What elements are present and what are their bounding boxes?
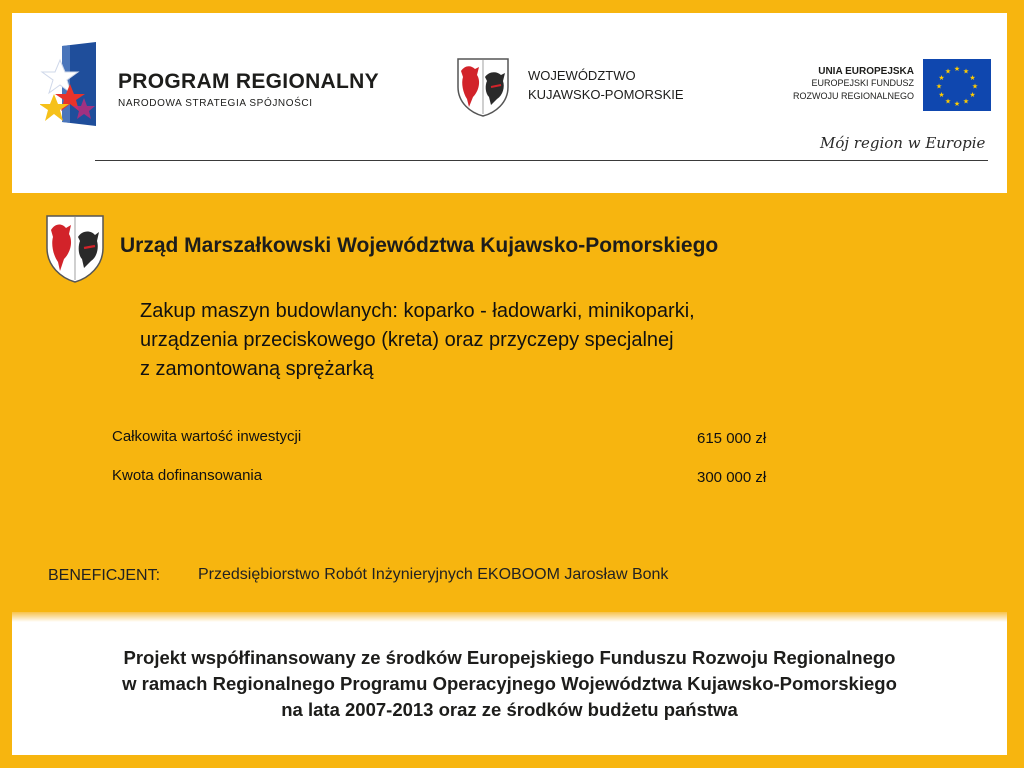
footer-text — [12, 645, 1007, 723]
program-regionalny-logo-icon — [40, 40, 104, 130]
svg-text:★: ★ — [953, 65, 961, 73]
beneficiary-label: BENEFICJENT: — [48, 567, 161, 584]
eu-fund-label — [793, 66, 914, 103]
cofinancing-amount: 300 000 zł — [697, 469, 767, 486]
total-value-amount: 615 000 zł — [697, 430, 767, 447]
svg-text:★: ★ — [944, 67, 952, 76]
office-title: Urząd Marszałkowski Województwa Kujawsko-Pomorskiego — [120, 234, 719, 257]
svg-text:★: ★ — [938, 91, 945, 99]
cofinancing-label: Kwota dofinansowania — [112, 467, 263, 484]
svg-text:★: ★ — [944, 97, 952, 106]
program-title: PROGRAM REGIONALNY — [118, 70, 379, 93]
eu-line3: ROZWOJU REGIONALNEGO — [792, 91, 914, 101]
office-crest-icon — [44, 214, 106, 284]
svg-text:★: ★ — [962, 97, 970, 106]
eu-line2: EUROPEJSKI FUNDUSZ — [811, 78, 914, 88]
svg-text:★: ★ — [969, 74, 976, 82]
project-description-line: z zamontowaną sprężarką — [140, 358, 374, 380]
slogan: Mój region w Europie — [820, 134, 986, 152]
svg-text:★: ★ — [953, 100, 961, 108]
svg-text:★: ★ — [962, 67, 970, 76]
project-description-line: urządzenia przeciskowego (kreta) oraz przyczepy specjalnej — [140, 329, 674, 351]
footer-line: w ramach Regionalnego Programu Operacyjnego Województwa Kujawsko-Pomorskiego — [122, 673, 897, 694]
program-subtitle: NARODOWA STRATEGIA SPÓJNOŚCI — [118, 98, 313, 109]
project-description-line: Zakup maszyn budowlanych: koparko - ładowarki, minikoparki, — [140, 300, 695, 322]
project-description — [140, 297, 920, 384]
svg-text:★: ★ — [969, 91, 976, 99]
eu-flag-icon — [923, 59, 991, 111]
eu-line1: UNIA EUROPEJSKA — [818, 66, 914, 77]
region-name-line1: WOJEWÓDZTWO — [528, 68, 636, 83]
region-name-line2: KUJAWSKO-POMORSKIE — [528, 87, 684, 102]
beneficiary-name: Przedsiębiorstwo Robót Inżynieryjnych EKOBOOM Jarosław Bonk — [198, 566, 669, 583]
svg-text:★: ★ — [971, 82, 979, 91]
svg-text:★: ★ — [938, 74, 945, 82]
svg-text:★: ★ — [935, 82, 943, 91]
footer-separator — [12, 612, 1007, 622]
footer-line: Projekt współfinansowany ze środków Europejskiego Funduszu Rozwoju Regionalnego — [123, 647, 896, 668]
header-divider — [95, 160, 988, 161]
total-value-label: Całkowita wartość inwestycji — [112, 428, 302, 445]
region-crest-icon — [455, 57, 511, 117]
footer-line: na lata 2007-2013 oraz ze środków budżetu państwa — [281, 699, 738, 720]
